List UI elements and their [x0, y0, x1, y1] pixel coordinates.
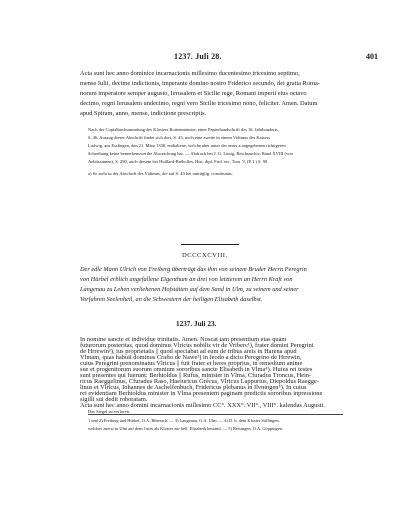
source-note-line: Nach der Copialbuchsammlung des Klosters Rottenmünster, einer Papierhandschrift des 16. Jahrhunderts,: [88, 127, 279, 132]
document-text-line: rei evidentiam Berhtoldus minister in Vlma presentem paginam predictis sororibus inpressione: [80, 390, 323, 397]
document-text-line: cuius Peregrini prenominatus Vlricus || fuit frater et heres proprius, in remedium anime: [80, 360, 303, 367]
source-footnote: a) So steht in der Abschrift des Vidimus, die auf S. 43 bei untrüglig: constituatis.: [88, 171, 234, 176]
top-text-line: Acta sunt hec anno dominice incarnacionis millesimo ducentesimo tricesimo septimo,: [80, 70, 300, 77]
top-text-line: decimo, regni Ierusalem undecimo, regni vero Sicilie tricesimo nono, feliciter. Amen. Datum: [80, 100, 318, 107]
source-note-line: Ludwig, aus Esslingen, den 21. März 1330, enthaltene, welche aber unter der unter a angegebenen richtigeren: [88, 143, 286, 148]
running-header-date: 1237. Juli 28.: [174, 52, 222, 61]
document-text-line: Vlmam, quas habuit dominus Crafto de Nawe³) in feodo a dicto Peregrino de Hrrewin,: [80, 354, 302, 361]
section-divider: [181, 244, 239, 245]
footnote-rule: [88, 414, 343, 415]
regest-line: Der edle Mann Ulrich von Freiberg überträgt das ihm von seinem Bruder Herrn Peregrin: [80, 266, 307, 273]
page-number: 401: [366, 52, 378, 61]
document-number: DCCCXCVIII.: [182, 252, 228, 259]
top-text-line: norum imperatore semper augusto, Ierusalem et Sicilie rege, Romani imperii eius octavo: [80, 90, 307, 97]
regest-line: Langenau zu Lehen verliehenen Hofstätten auf dem Sand in Ulm, zu seinem und seiner: [80, 286, 299, 293]
regest-line: Vorfahren Seelenheil, an die Schwestern der heiligen Elisabeth daselbst.: [80, 296, 263, 303]
top-text-line: apud Spiram, anno, mense, indictione prescriptis.: [80, 110, 207, 117]
document-text-line: futurorum posteritas, quod dominus Vlricus nobilis vir de Vriberc¹), frater domini Peregrini: [80, 342, 314, 349]
document-text-line: sunt presentes qui fuerunt: Berhtoldus || Rufus, minister in Vlma, Cfuradus Troncus, Hein-: [80, 372, 312, 379]
document-text-line: de Hrrewin²), ius proprietatis || quod spectabat ad eum de tribus areis in Harena apud: [80, 348, 297, 355]
document-text-line: In nomine sancte et individue trinitatis. Amen. Noscat tam presentium etas quam: [80, 336, 287, 343]
document-text-line: sue et progenitorum suorum omnium sororibus sancte Elisabeth in Vlma⁴). Huius rei testes: [80, 366, 313, 373]
document-text-line: sigilli sui dedit roboratam.: [80, 396, 148, 403]
source-note-line: Aebtissinnen), S. 290, auch diesem bei Huillard-Bréholles, Hist. dipl. Frid. sec. Tom. V, (P. I.) S. 90.: [88, 159, 269, 164]
document-text-line: linus et Vlricus, Iohannes de Aschelfenbuch, Fridericus plebanus in Ilvningen⁵). In cuius: [80, 384, 307, 391]
top-text-line: mense Iulii, decime indictionis, imperante domino nostro Friderico secundo, dei gratia Roma-: [80, 80, 320, 87]
document-text-line: Acta sunt hec anno domini incarnacionis millesimo CC°. XXX°. VII°., VIII°. kalendas Augusti.: [80, 402, 325, 409]
source-note-line: S. 46. Auszug dieser Abschrift findet sich dort, S. 43, noch eine zweite in einem Vidimus des Kaisers: [88, 135, 270, 140]
document-date: 1237. Juli 23.: [176, 320, 217, 328]
document-text-line: ricus Raeggelinus, Cfuradus Raso, Haeiuricus Grécus, Vlricus Lappurius, Diepoldus Raegge-: [80, 378, 319, 385]
footnote-line: 1 und 2) Freiberg und Hürbel, O.A. Biberach. — 3) Langenau, O.A. Ulm. — 4) D. h. dem Kloster Söflingen,: [88, 418, 280, 423]
regest-line: von Hürbel erblich angefallene Eigenthum an drei von letzterem an Herrn Kraft von: [80, 276, 293, 283]
source-note-line: Schreibung keine bemerkenswerthe Abweichung hat. — Abdruck bei J. G. Lünig, Reichsarchiv, Band XVIII (von: [88, 151, 293, 156]
seal-note: Das Siegel ist verloren.: [88, 409, 130, 414]
footnote-line: welches zuerst in Ulm auf dem Gries als Kloster zur hell. Elisabeth bestand. — 5) Reisingen, O.A. Göppingen.: [88, 426, 283, 431]
